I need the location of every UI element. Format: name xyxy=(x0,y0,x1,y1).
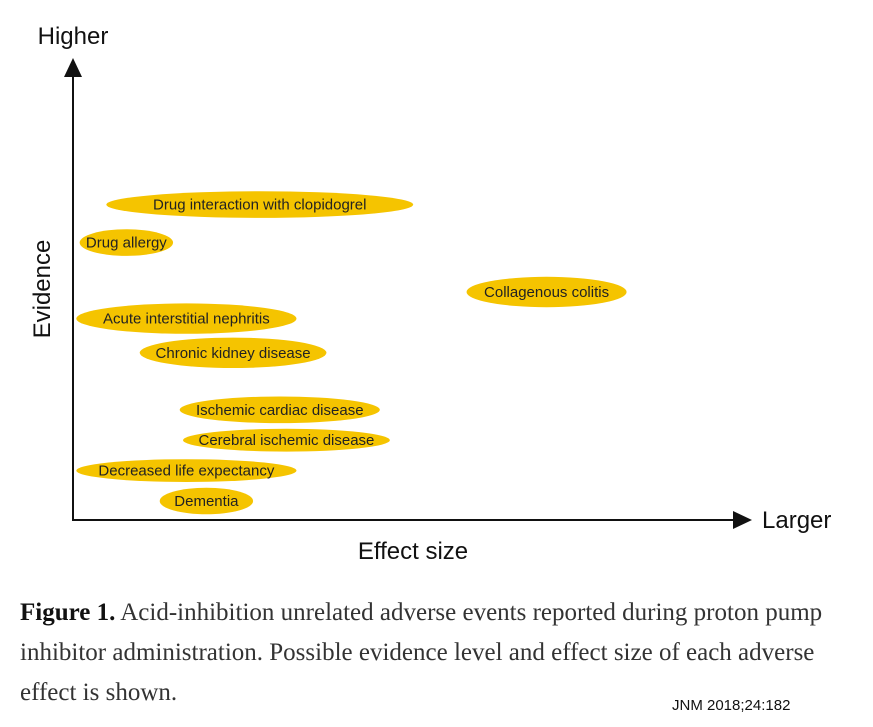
bubble-label: Acute interstitial nephritis xyxy=(103,310,270,328)
bubble-8 xyxy=(160,488,253,515)
x-axis-end-label: Larger xyxy=(762,507,832,534)
x-axis xyxy=(72,507,831,565)
x-axis-arrowhead xyxy=(733,511,752,529)
caption-text: Acid-inhibition unrelated adverse events reported during proton pump inhibitor administration. Possible evidence level and effect size of each adverse effect is shown. xyxy=(20,599,823,706)
bubble-4 xyxy=(140,338,327,368)
y-axis xyxy=(29,23,108,520)
bubble-1 xyxy=(80,229,173,256)
bubble-label: Drug interaction with clopidogrel xyxy=(153,196,367,214)
y-axis-end-label: Higher xyxy=(37,23,109,50)
bubble-3 xyxy=(76,303,296,333)
bubble-label: Ischemic cardiac disease xyxy=(195,401,364,419)
bubble-label: Collagenous colitis xyxy=(484,284,610,301)
x-axis-title: Effect size xyxy=(357,538,469,565)
bubble-label: Chronic kidney disease xyxy=(155,344,311,362)
bubble-0 xyxy=(106,191,413,218)
y-axis-title: Evidence xyxy=(29,239,56,339)
bubble-label: Dementia xyxy=(174,493,239,510)
citation: JNM 2018;24:182 xyxy=(672,697,791,714)
bubble-5 xyxy=(180,397,380,424)
bubble-label: Drug allergy xyxy=(85,234,167,252)
caption-label: Figure 1. xyxy=(20,599,116,626)
y-axis-arrowhead xyxy=(64,58,82,77)
figure-caption xyxy=(20,593,860,713)
bubble-label: Cerebral ischemic disease xyxy=(198,432,375,450)
bubble-7 xyxy=(76,459,296,482)
bubble-layer xyxy=(76,191,626,514)
bubble-2 xyxy=(467,277,627,307)
bubble-6 xyxy=(183,429,390,452)
bubble-label: Decreased life expectancy xyxy=(98,462,275,480)
